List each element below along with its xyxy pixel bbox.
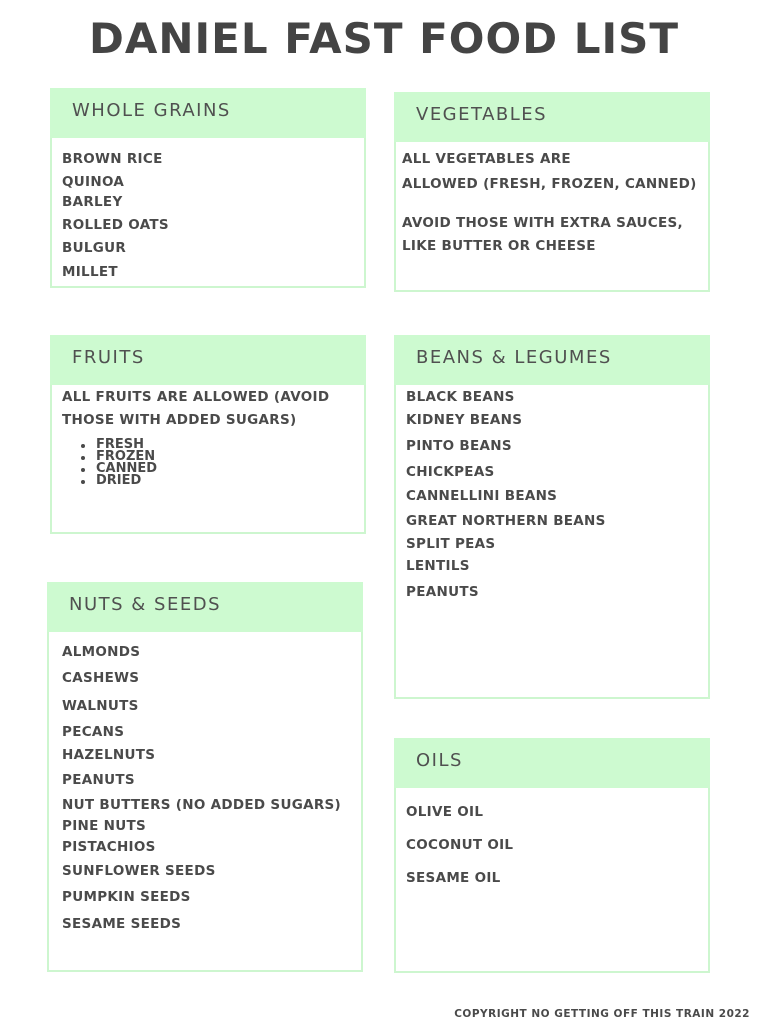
list-item: PUMPKIN SEEDS xyxy=(62,889,191,905)
list-item: CANNELLINI BEANS xyxy=(406,488,558,504)
text-line: ALL FRUITS ARE ALLOWED (AVOID xyxy=(62,389,330,405)
list-item: BLACK BEANS xyxy=(406,389,515,405)
list-item: GREAT NORTHERN BEANS xyxy=(406,513,606,529)
beans-legumes-heading: BEANS & LEGUMES xyxy=(416,347,612,368)
bullet-item: FROZEN xyxy=(78,451,157,463)
list-item: MILLET xyxy=(62,264,118,280)
list-item: SESAME OIL xyxy=(406,870,501,886)
list-item: PECANS xyxy=(62,724,125,740)
text-line: ALL VEGETABLES ARE xyxy=(402,151,571,167)
list-item: KIDNEY BEANS xyxy=(406,412,523,428)
list-item: SESAME SEEDS xyxy=(62,916,182,932)
text-line: LIKE BUTTER OR CHEESE xyxy=(402,238,596,254)
fruit-forms-list xyxy=(78,439,157,487)
vegetables-card xyxy=(394,92,710,292)
list-item: BULGUR xyxy=(62,240,127,256)
nuts-seeds-card xyxy=(47,582,363,972)
bullet-item: FRESH xyxy=(78,439,157,451)
beans-legumes-card xyxy=(394,335,710,699)
list-item: PEANUTS xyxy=(406,584,479,600)
list-item: ROLLED OATS xyxy=(62,217,169,233)
beans-legumes-header xyxy=(394,335,710,385)
list-item: ALMONDS xyxy=(62,644,141,660)
text-line: THOSE WITH ADDED SUGARS) xyxy=(62,412,297,428)
list-item: PEANUTS xyxy=(62,772,135,788)
fruits-header xyxy=(50,335,366,385)
text-line: ALLOWED (FRESH, FROZEN, CANNED) xyxy=(402,176,697,192)
list-item: BARLEY xyxy=(62,194,123,210)
page-title: DANIEL FAST FOOD LIST xyxy=(89,14,679,63)
list-item: BROWN RICE xyxy=(62,151,163,167)
fruits-heading: FRUITS xyxy=(72,347,145,368)
fruits-card xyxy=(50,335,366,534)
oils-heading: OILS xyxy=(416,750,463,771)
nuts-seeds-header xyxy=(47,582,363,632)
list-item: PISTACHIOS xyxy=(62,839,156,855)
list-item: LENTILS xyxy=(406,558,470,574)
list-item: SPLIT PEAS xyxy=(406,536,496,552)
list-item: OLIVE OIL xyxy=(406,804,484,820)
whole-grains-heading: WHOLE GRAINS xyxy=(72,100,231,121)
nuts-seeds-heading: NUTS & SEEDS xyxy=(69,594,221,615)
list-item: PINTO BEANS xyxy=(406,438,512,454)
list-item: SUNFLOWER SEEDS xyxy=(62,863,216,879)
list-item: CASHEWS xyxy=(62,670,140,686)
list-item: COCONUT OIL xyxy=(406,837,514,853)
oils-card xyxy=(394,738,710,973)
vegetables-header xyxy=(394,92,710,142)
whole-grains-card xyxy=(50,88,366,288)
vegetables-heading: VEGETABLES xyxy=(416,104,548,125)
list-item: PINE NUTS xyxy=(62,818,147,834)
text-line: AVOID THOSE WITH EXTRA SAUCES, xyxy=(402,215,683,231)
list-item: HAZELNUTS xyxy=(62,747,156,763)
whole-grains-header xyxy=(50,88,366,138)
list-item: QUINOA xyxy=(62,174,125,190)
list-item: WALNUTS xyxy=(62,698,139,714)
list-item: CHICKPEAS xyxy=(406,464,495,480)
list-item: NUT BUTTERS (NO ADDED SUGARS) xyxy=(62,797,342,813)
oils-header xyxy=(394,738,710,788)
bullet-item: DRIED xyxy=(78,475,157,487)
bullet-item: CANNED xyxy=(78,463,157,475)
copyright-notice: COPYRIGHT NO GETTING OFF THIS TRAIN 2022 xyxy=(454,1008,750,1020)
